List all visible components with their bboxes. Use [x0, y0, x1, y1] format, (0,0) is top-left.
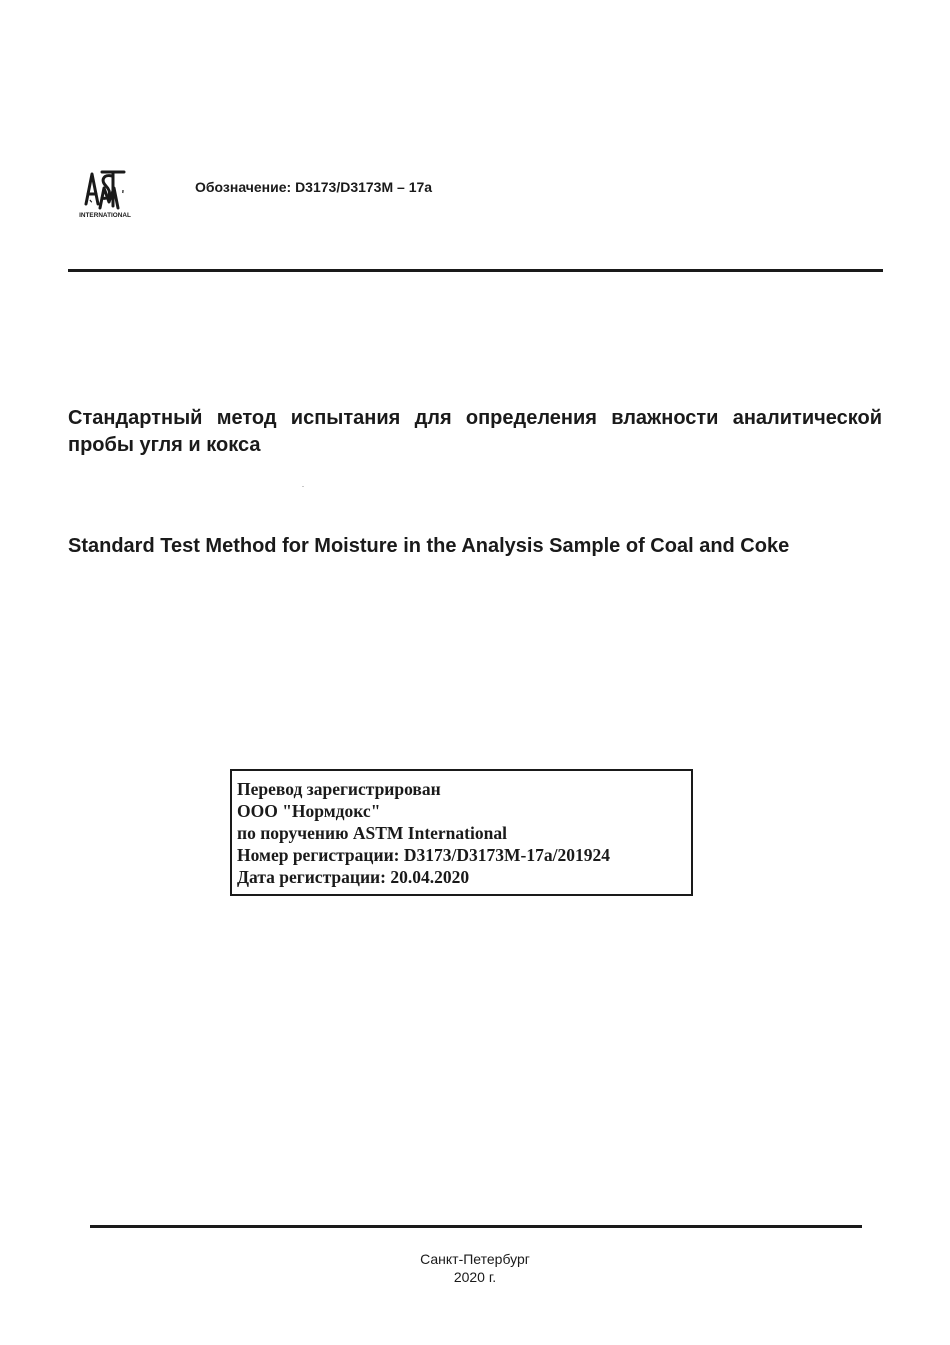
- astm-logo-icon: [78, 164, 132, 222]
- registration-line: Дата регистрации: 20.04.2020: [237, 867, 470, 887]
- registration-line: по поручению ASTM International: [237, 823, 507, 843]
- footer-city: Санкт-Петербург: [420, 1251, 530, 1267]
- title-english: Standard Test Method for Moisture in the Analysis Sample of Coal and Coke: [68, 535, 790, 557]
- document-designation: Обозначение: D3173/D3173M – 17a: [195, 179, 433, 195]
- scan-artifact: [302, 486, 304, 487]
- registration-line: ООО "Нормдокс": [237, 801, 381, 821]
- header-divider: [68, 269, 883, 272]
- registration-box: [230, 769, 693, 896]
- registration-text: [237, 778, 610, 888]
- registration-line: Перевод зарегистрирован: [237, 779, 441, 799]
- title-russian: Стандартный метод испытания для определения влажности аналитической пробы угля и кокса: [68, 407, 882, 456]
- astm-logo: [78, 164, 132, 222]
- footer-divider: [90, 1225, 862, 1228]
- registration-line: Номер регистрации: D3173/D3173M-17a/201924: [237, 845, 610, 865]
- logo-text: INTERNATIONAL: [79, 212, 131, 219]
- footer-year: 2020 г.: [453, 1269, 497, 1285]
